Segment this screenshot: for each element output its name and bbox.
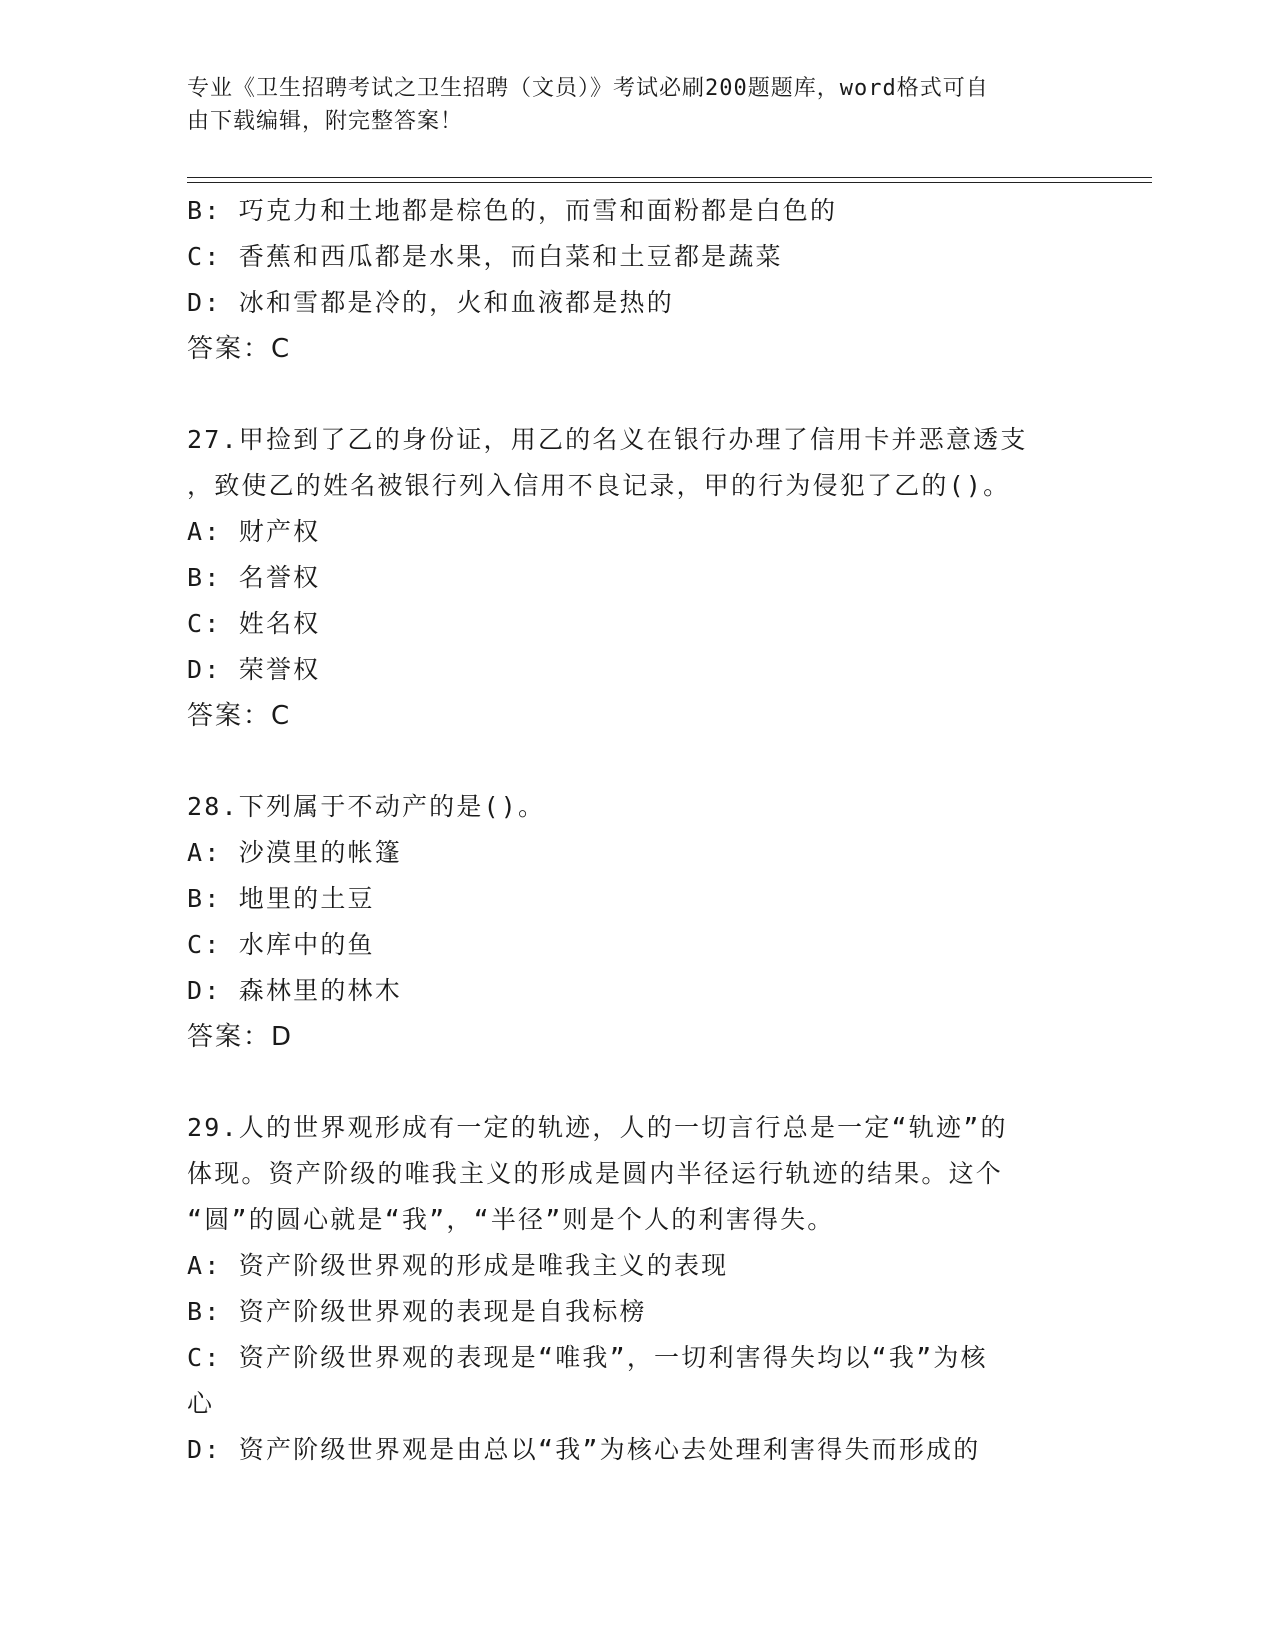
question-text-line: “圆”的圆心就是“我”，“半径”则是个人的利害得失。 bbox=[187, 1205, 835, 1234]
option-a: A: 资产阶级世界观的形成是唯我主义的表现 bbox=[187, 1251, 729, 1280]
answer: 答案：C bbox=[187, 334, 292, 364]
document-header bbox=[187, 72, 1067, 138]
header-divider-bottom bbox=[187, 182, 1152, 183]
option-a: A: 沙漠里的帐篷 bbox=[187, 838, 402, 867]
option-d: D: 森林里的林木 bbox=[187, 976, 402, 1005]
header-line-2: 由下载编辑，附完整答案！ bbox=[187, 109, 464, 134]
option-b: B: 名誉权 bbox=[187, 563, 321, 592]
question-26 bbox=[187, 188, 1087, 372]
question-text-line: 27.甲捡到了乙的身份证，用乙的名义在银行办理了信用卡并恶意透支 bbox=[187, 425, 1028, 454]
question-text-line: ，致使乙的姓名被银行列入信用不良记录，甲的行为侵犯了乙的()。 bbox=[187, 471, 1011, 500]
option-c: C: 姓名权 bbox=[187, 609, 321, 638]
option-d: D: 冰和雪都是冷的，火和血液都是热的 bbox=[187, 288, 674, 317]
question-text-line: 28.下列属于不动产的是()。 bbox=[187, 792, 546, 821]
question-list bbox=[187, 188, 1087, 1473]
option-c-continuation: 心 bbox=[187, 1389, 215, 1418]
question-28 bbox=[187, 784, 1087, 1060]
question-text-line: 29.人的世界观形成有一定的轨迹，人的一切言行总是一定“轨迹”的 bbox=[187, 1113, 1008, 1142]
question-text-line: 体现。资产阶级的唯我主义的形成是圆内半径运行轨迹的结果。这个 bbox=[187, 1159, 1004, 1188]
question-29 bbox=[187, 1105, 1087, 1473]
option-d: D: 荣誉权 bbox=[187, 655, 321, 684]
option-b: B: 巧克力和土地都是棕色的，而雪和面粉都是白色的 bbox=[187, 196, 838, 225]
option-c: C: 资产阶级世界观的表现是“唯我”，一切利害得失均以“我”为核 bbox=[187, 1343, 988, 1372]
header-divider-top bbox=[187, 177, 1152, 178]
option-d: D: 资产阶级世界观是由总以“我”为核心去处理利害得失而形成的 bbox=[187, 1435, 981, 1464]
option-c: C: 香蕉和西瓜都是水果，而白菜和土豆都是蔬菜 bbox=[187, 242, 783, 271]
option-c: C: 水库中的鱼 bbox=[187, 930, 375, 959]
answer: 答案：D bbox=[187, 1022, 294, 1052]
answer: 答案：C bbox=[187, 701, 292, 731]
question-27 bbox=[187, 417, 1087, 739]
option-a: A: 财产权 bbox=[187, 517, 321, 546]
header-line-1: 专业《卫生招聘考试之卫生招聘（文员）》考试必刷200题题库，word格式可自 bbox=[187, 76, 989, 101]
option-b: B: 资产阶级世界观的表现是自我标榜 bbox=[187, 1297, 647, 1326]
option-b: B: 地里的土豆 bbox=[187, 884, 375, 913]
